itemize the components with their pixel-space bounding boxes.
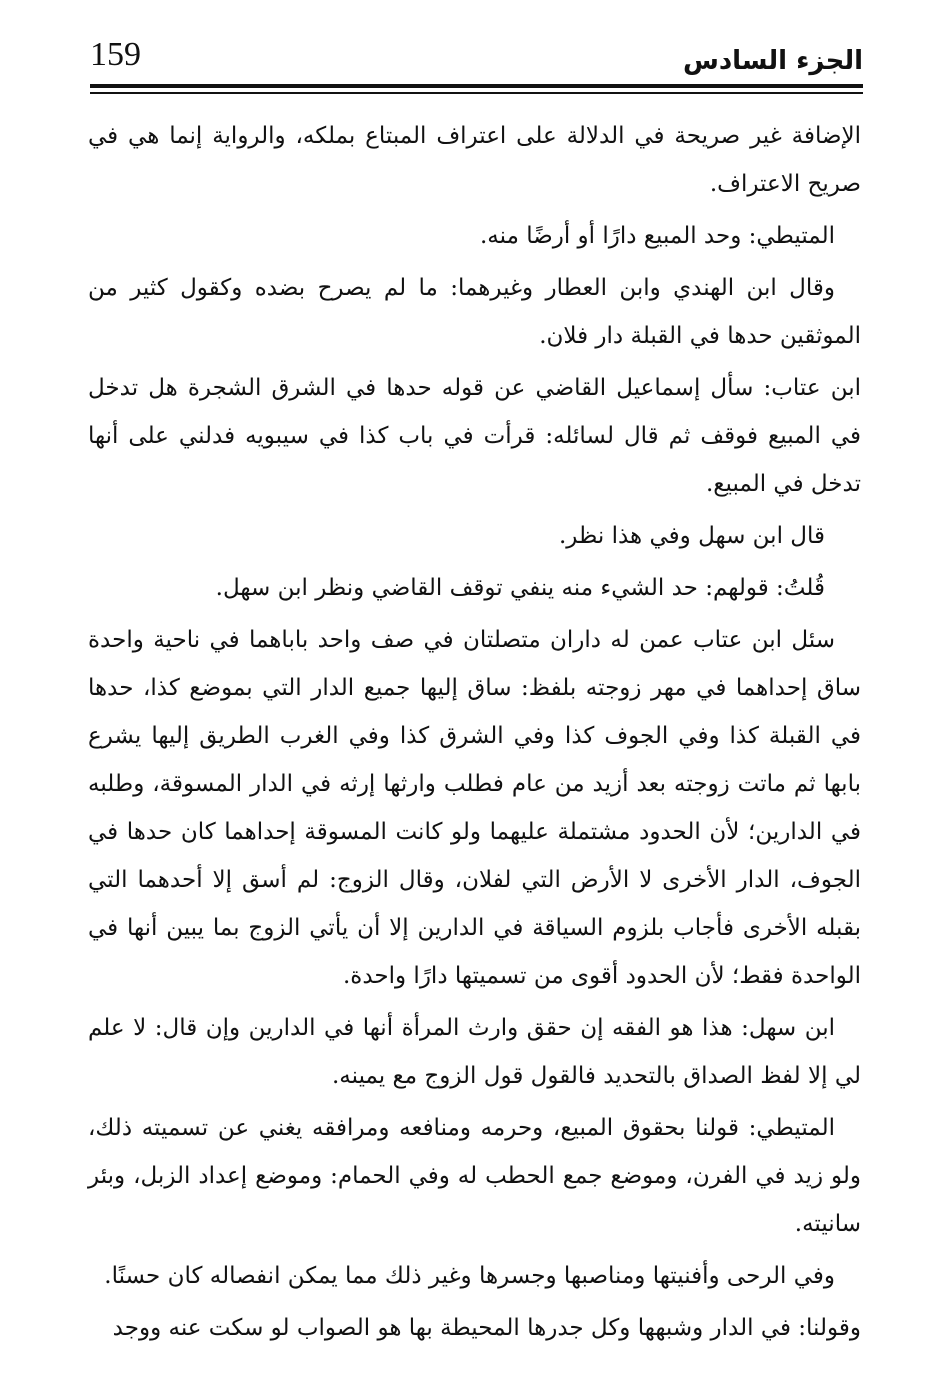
paragraph: سئل ابن عتاب عمن له داران متصلتان في صف واحد باباهما في ناحية واحدة ساق إحداهما في مهر زوجته بلفظ: ساق إليها جميع الدار التي بموضع كذا، حدها في القبلة كذا وفي الجوف كذا وفي الشرق كذا وفي الغرب الطريق إليها يشرع بابها ثم ماتت زوجته بعد أزيد من عام فطلب وارثها إرثه في الدار المسوقة، وطلبه في الدارين؛ لأن الحدود مشتملة عليهما ولو كانت المسوقة إحداهما كان حدها في الجوف، الدار الأخرى لا الأرض التي لفلان، وقال الزوج: لم أسق إلا أحدهما التي بقبله الأخرى فأجاب بلزوم السياقة في الدارين إلا أن يأتي الزوج بما يبين أنها في الواحدة فقط؛ لأن الحدود أقوى من تسميتها دارًا واحدة. [88, 627, 861, 989]
page-header [90, 30, 863, 90]
paragraph: وقولنا: في الدار وشبهها وكل جدرها المحيطة بها هو الصواب لو سكت عنه ووجد [112, 1315, 861, 1341]
paragraph: الإضافة غير صريحة في الدلالة على اعتراف المبتاع بملكه، والرواية إنما هي في صريح الاعتراف. [88, 123, 861, 197]
page-number: 159 [90, 36, 141, 73]
header-rule-thin [90, 92, 863, 94]
paragraph: قُلتُ: قولهم: حد الشيء منه ينفي توقف القاضي ونظر ابن سهل. [215, 575, 825, 601]
paragraph: المتيطي: قولنا بحقوق المبيع، وحرمه ومنافعه ومرافقه يغني عن تسميته ذلك، ولو زيد في الفرن، وموضع جمع الحطب له وفي الحمام: وموضع إعداد الزبل، وبئر سانيته. [88, 1115, 861, 1237]
paragraph: وقال ابن الهندي وابن العطار وغيرهما: ما لم يصرح بضده وكقول كثير من الموثقين حدها في القبلة دار فلان. [88, 275, 861, 349]
paragraph: وفي الرحى وأفنيتها ومناصبها وجسرها وغير ذلك مما يمكن انفصاله كان حسنًا. [104, 1263, 835, 1289]
running-title: الجزء السادس [682, 46, 863, 76]
header-rule-thick [90, 84, 863, 88]
paragraph: ابن سهل: هذا هو الفقه إن حقق وارث المرأة أنها في الدارين وإن قال: لا علم لي إلا لفظ الصداق بالتحديد فالقول قول الزوج مع يمينه. [88, 1015, 861, 1089]
paragraph: المتيطي: وحد المبيع دارًا أو أرضًا منه. [479, 223, 835, 249]
paragraph: قال ابن سهل وفي هذا نظر. [559, 523, 825, 549]
body-text [88, 112, 861, 1356]
paragraph: ابن عتاب: سأل إسماعيل القاضي عن قوله حدها في الشرق الشجرة هل تدخل في المبيع فوقف ثم قال لسائله: قرأت في باب كذا في سيبويه فدلني على أنها تدخل في المبيع. [88, 375, 861, 497]
